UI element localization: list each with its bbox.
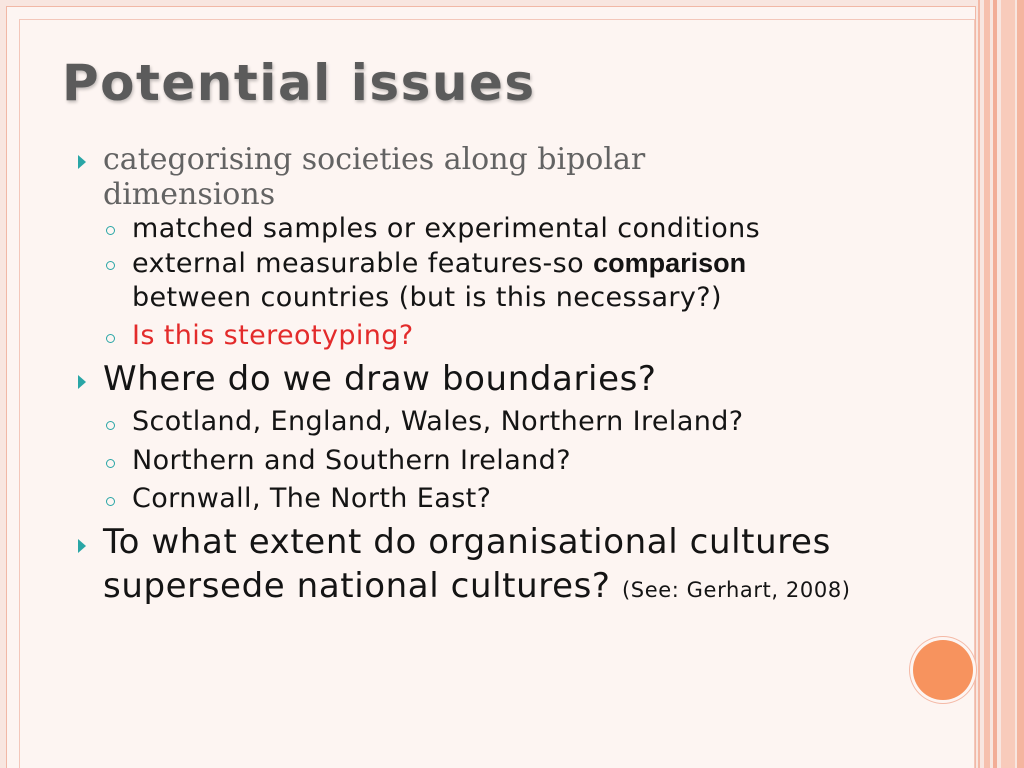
emphasis-comparison: comparison: [593, 248, 747, 278]
bullet-3-line-2: [103, 566, 851, 606]
sub-bullet-external-features: [132, 248, 746, 279]
decorative-stripe: [1017, 0, 1024, 768]
bullet-2-boundaries: Where do we draw boundaries?: [103, 359, 657, 399]
hollow-circle-icon: [106, 261, 115, 270]
hollow-circle-icon: [106, 334, 115, 343]
sub-bullet-external-features-text: external measurable features-so: [132, 248, 594, 279]
sub-bullet-scotland: Scotland, England, Wales, Northern Ireland?: [132, 406, 744, 437]
decorative-stripe: [984, 0, 990, 768]
sub-bullet-cornwall: Cornwall, The North East?: [132, 483, 492, 514]
triangle-right-icon: [78, 375, 86, 389]
sub-bullet-external-features-cont: between countries (but is this necessary?): [132, 282, 722, 313]
decorative-circle: [913, 640, 973, 700]
hollow-circle-icon: [106, 497, 115, 506]
sub-bullet-stereotyping: Is this stereotyping?: [132, 320, 414, 351]
sub-bullet-ireland: Northern and Southern Ireland?: [132, 445, 571, 476]
decorative-stripe: [1001, 0, 1015, 768]
triangle-right-icon: [78, 155, 86, 169]
citation: (See: Gerhart, 2008): [621, 578, 851, 602]
decorative-stripe: [993, 0, 997, 768]
hollow-circle-icon: [106, 226, 115, 235]
hollow-circle-icon: [106, 421, 115, 430]
sub-bullet-matched-samples: matched samples or experimental conditions: [132, 213, 761, 244]
bullet-3-line-1: To what extent do organisational cultures: [103, 522, 831, 562]
triangle-right-icon: [78, 539, 86, 553]
hollow-circle-icon: [106, 459, 115, 468]
bullet-1-line-2: dimensions: [103, 177, 276, 212]
decorative-stripe: [978, 0, 980, 768]
bullet-3-line-2-text: supersede national cultures?: [103, 566, 622, 606]
slide-title: Potential issues: [62, 54, 536, 112]
bullet-1-line-1: categorising societies along bipolar: [103, 142, 646, 177]
